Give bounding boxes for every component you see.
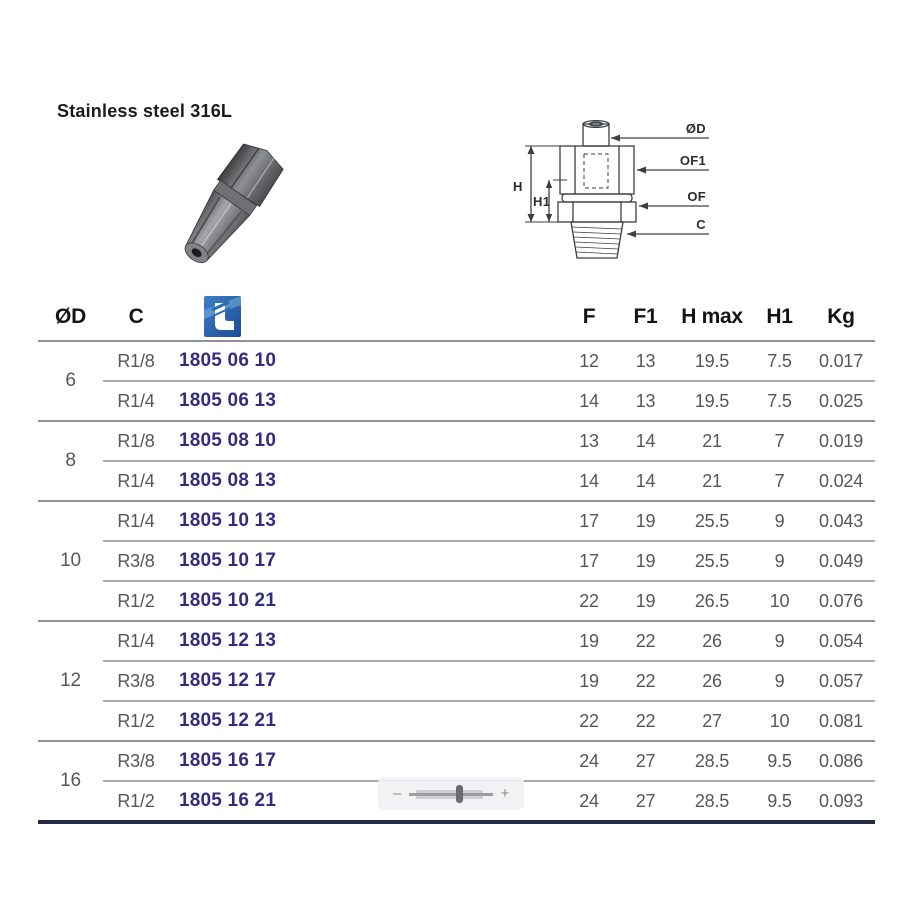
part-number-cell: 1805 08 13 — [169, 461, 559, 501]
value-cell-f: 24 — [559, 781, 619, 822]
header-h1: H1 — [766, 304, 793, 328]
value-cell-f: 24 — [559, 741, 619, 781]
thread-cell: R1/8 — [103, 421, 169, 461]
value-cell-h1: 9 — [752, 501, 807, 541]
value-cell-h1: 10 — [752, 581, 807, 621]
technical-diagram — [503, 110, 717, 262]
value-cell-hmax: 21 — [672, 421, 752, 461]
table-row — [38, 581, 875, 621]
value-cell-h1: 9 — [752, 541, 807, 581]
value-cell-hmax: 26.5 — [672, 581, 752, 621]
value-cell-h1: 7 — [752, 461, 807, 501]
value-cell-f1: 14 — [619, 421, 672, 461]
thread-cell: R3/8 — [103, 541, 169, 581]
table-row — [38, 341, 875, 381]
part-number-cell: 1805 10 17 — [169, 541, 559, 581]
value-cell-kg: 0.024 — [807, 461, 875, 501]
part-number-cell: 1805 06 10 — [169, 341, 559, 381]
value-cell-f: 14 — [559, 461, 619, 501]
value-cell-kg: 0.025 — [807, 381, 875, 421]
value-cell-kg: 0.019 — [807, 421, 875, 461]
table-row — [38, 541, 875, 581]
od-cell: 16 — [38, 741, 103, 822]
zoom-slider-track[interactable] — [409, 784, 493, 804]
thread-cell: R1/4 — [103, 501, 169, 541]
thread-cell: R3/8 — [103, 661, 169, 701]
part-number-cell: 1805 08 10 — [169, 421, 559, 461]
od-cell: 10 — [38, 501, 103, 621]
value-cell-hmax: 25.5 — [672, 501, 752, 541]
zoom-in-button[interactable]: + — [500, 785, 510, 802]
spec-table — [38, 293, 875, 824]
value-cell-f1: 19 — [619, 581, 672, 621]
value-cell-f1: 13 — [619, 341, 672, 381]
od-cell: 6 — [38, 341, 103, 421]
value-cell-h1: 9 — [752, 661, 807, 701]
dim-label-h: H — [513, 179, 523, 194]
table-row — [38, 741, 875, 781]
thread-cell: R1/4 — [103, 381, 169, 421]
value-cell-f: 14 — [559, 381, 619, 421]
legris-logo-icon — [204, 296, 241, 337]
table-body — [38, 341, 875, 822]
thread-cell: R1/4 — [103, 621, 169, 661]
value-cell-f: 22 — [559, 701, 619, 741]
value-cell-kg: 0.049 — [807, 541, 875, 581]
page-title: Stainless steel 316L — [57, 101, 233, 121]
table-header-row — [38, 293, 875, 341]
value-cell-kg: 0.093 — [807, 781, 875, 822]
dim-label-h1: H1 — [533, 194, 551, 209]
part-number-cell: 1805 10 21 — [169, 581, 559, 621]
od-cell: 12 — [38, 621, 103, 741]
product-photo — [145, 128, 305, 300]
value-cell-f: 17 — [559, 541, 619, 581]
value-cell-hmax: 25.5 — [672, 541, 752, 581]
value-cell-h1: 9 — [752, 621, 807, 661]
value-cell-hmax: 19.5 — [672, 381, 752, 421]
header-hmax: H max — [681, 304, 743, 328]
table-row — [38, 661, 875, 701]
value-cell-f: 19 — [559, 661, 619, 701]
header-od: ØD — [55, 304, 86, 328]
value-cell-kg: 0.076 — [807, 581, 875, 621]
header-c: C — [128, 304, 144, 328]
value-cell-h1: 7.5 — [752, 381, 807, 421]
fitting-photo-shape — [172, 137, 289, 274]
value-cell-h1: 9.5 — [752, 741, 807, 781]
value-cell-h1: 7 — [752, 421, 807, 461]
value-cell-hmax: 19.5 — [672, 341, 752, 381]
dim-label-of1: OF1 — [679, 153, 706, 168]
value-cell-h1: 9.5 — [752, 781, 807, 822]
value-cell-kg: 0.054 — [807, 621, 875, 661]
value-cell-kg: 0.086 — [807, 741, 875, 781]
zoom-slider-rail — [409, 793, 493, 796]
od-cell: 8 — [38, 421, 103, 501]
dim-label-od: ØD — [685, 121, 706, 136]
value-cell-hmax: 26 — [672, 621, 752, 661]
value-cell-f: 12 — [559, 341, 619, 381]
part-number-cell: 1805 16 21 — [169, 781, 559, 822]
part-number-cell: 1805 06 13 — [169, 381, 559, 421]
value-cell-f: 13 — [559, 421, 619, 461]
value-cell-f1: 27 — [619, 781, 672, 822]
header-f1: F1 — [633, 304, 658, 328]
header-part — [169, 293, 559, 341]
dim-label-of: OF — [687, 189, 706, 204]
value-cell-hmax: 26 — [672, 661, 752, 701]
value-cell-f1: 19 — [619, 541, 672, 581]
thread-cell: R1/4 — [103, 461, 169, 501]
value-cell-kg: 0.057 — [807, 661, 875, 701]
value-cell-f: 19 — [559, 621, 619, 661]
thread-cell: R1/2 — [103, 581, 169, 621]
value-cell-f1: 19 — [619, 501, 672, 541]
zoom-out-button[interactable]: – — [392, 785, 402, 802]
dim-label-c: C — [696, 217, 706, 232]
value-cell-hmax: 21 — [672, 461, 752, 501]
zoom-slider-handle[interactable] — [456, 785, 463, 803]
part-number-cell: 1805 12 17 — [169, 661, 559, 701]
value-cell-f1: 13 — [619, 381, 672, 421]
value-cell-hmax: 28.5 — [672, 781, 752, 822]
value-cell-kg: 0.081 — [807, 701, 875, 741]
value-cell-kg: 0.017 — [807, 341, 875, 381]
thread-cell: R3/8 — [103, 741, 169, 781]
value-cell-kg: 0.043 — [807, 501, 875, 541]
header-f: F — [582, 304, 596, 328]
value-cell-f1: 22 — [619, 621, 672, 661]
thread-cell: R1/8 — [103, 341, 169, 381]
value-cell-hmax: 27 — [672, 701, 752, 741]
header-kg: Kg — [827, 304, 855, 328]
part-number-cell: 1805 12 13 — [169, 621, 559, 661]
value-cell-f: 17 — [559, 501, 619, 541]
value-cell-h1: 7.5 — [752, 341, 807, 381]
table-row — [38, 501, 875, 541]
part-number-cell: 1805 12 21 — [169, 701, 559, 741]
value-cell-h1: 10 — [752, 701, 807, 741]
table-row — [38, 701, 875, 741]
zoom-widget — [378, 777, 524, 810]
table-row — [38, 621, 875, 661]
thread-cell: R1/2 — [103, 701, 169, 741]
value-cell-f1: 27 — [619, 741, 672, 781]
part-number-cell: 1805 10 13 — [169, 501, 559, 541]
value-cell-f1: 22 — [619, 661, 672, 701]
part-number-cell: 1805 16 17 — [169, 741, 559, 781]
table-row — [38, 461, 875, 501]
value-cell-f1: 22 — [619, 701, 672, 741]
thread-cell: R1/2 — [103, 781, 169, 822]
value-cell-f1: 14 — [619, 461, 672, 501]
table-row — [38, 421, 875, 461]
value-cell-f: 22 — [559, 581, 619, 621]
value-cell-hmax: 28.5 — [672, 741, 752, 781]
table-row — [38, 381, 875, 421]
